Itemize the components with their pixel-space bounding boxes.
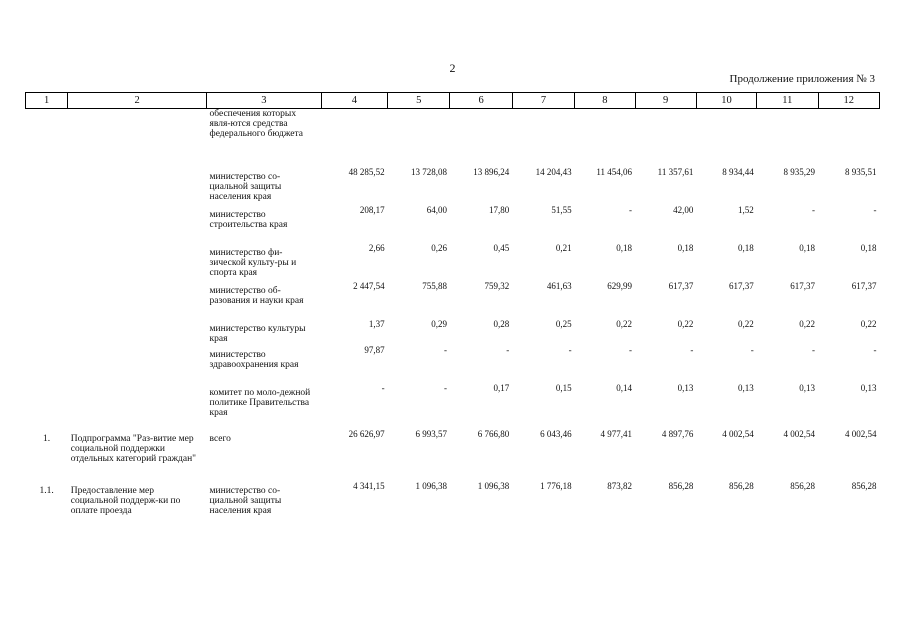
value-cell: 4 977,41 [600,428,632,439]
value-cell: 8 935,51 [845,166,877,177]
item-title [68,281,207,319]
executor-name: министерство со-циальной защиты населения края [209,171,282,202]
value-cell: 0,18 [860,242,877,253]
value-cell: 0,18 [799,242,816,253]
value-cell: 0,15 [555,382,572,393]
executor-name: министерство со-циальной защиты населения края [209,485,282,516]
value-cell [757,109,818,167]
value-cell: 1,52 [737,204,754,215]
value-cell: 51,55 [551,204,572,215]
value-cell: - [812,204,816,215]
executor-name: обеспечения которых явля-ются средства федерального бюджета [209,109,304,139]
header-cell: 7 [512,93,574,109]
value-cell: 856,28 [790,480,816,491]
value-cell: 461,63 [546,280,572,291]
page-number: 2 [449,61,456,75]
value-cell: - [812,344,816,355]
table-row [26,167,880,205]
value-cell: 856,28 [668,480,694,491]
value-cell: - [629,344,632,355]
item-number [26,109,68,167]
header-cell: 4 [321,93,387,109]
header-cell: 8 [575,93,635,109]
value-cell: 0,29 [431,318,447,329]
table-row [26,383,880,429]
value-cell: 8 934,44 [722,166,754,177]
value-cell [696,109,756,167]
item-title [68,205,207,243]
value-cell [321,109,387,167]
item-number [26,243,68,281]
value-cell: - [690,344,694,355]
value-cell: - [873,344,877,355]
value-cell: 2,66 [368,242,385,253]
value-cell: 6 993,57 [415,428,447,439]
value-cell: 4 002,54 [722,428,754,439]
header-cell: 2 [68,93,207,109]
value-cell: 755,88 [422,280,447,291]
value-cell: 0,28 [493,318,510,329]
value-cell: 0,17 [493,382,510,393]
value-cell: 1 776,18 [540,480,572,491]
value-cell: 1 096,38 [477,480,510,491]
value-cell: 208,17 [359,204,385,215]
value-cell: 17,80 [489,204,510,215]
value-cell: 13 896,24 [473,166,510,177]
table-row [26,281,880,319]
value-cell: - [381,382,385,393]
value-cell: 0,22 [860,318,877,329]
value-cell: 0,13 [677,382,694,393]
table-row [26,243,880,281]
value-cell: 0,45 [493,242,510,253]
value-cell: 617,37 [851,280,877,291]
value-cell: 11 357,61 [657,166,694,177]
continuation-label: Продолжение приложения № 3 [729,73,875,85]
value-cell [450,109,512,167]
item-number [26,383,68,429]
value-cell: 6 766,80 [477,428,510,439]
header-cell: 5 [388,93,450,109]
header-cell: 3 [207,93,322,109]
value-cell: 873,82 [607,480,632,491]
value-cell: 42,00 [673,204,694,215]
executor-name: министерство культуры края [209,323,306,344]
table-row [26,345,880,383]
value-cell: 629,99 [607,280,632,291]
value-cell: 97,87 [364,344,385,355]
item-number: 1.1. [39,485,54,496]
value-cell: - [873,204,877,215]
value-cell: 1 096,38 [415,480,447,491]
item-title [68,319,207,345]
item-title [68,167,207,205]
value-cell: 617,37 [790,280,816,291]
value-cell: 11 454,06 [596,166,632,177]
value-cell: 617,37 [728,280,754,291]
value-cell: - [629,204,632,215]
value-cell: 0,13 [799,382,816,393]
table-row [26,319,880,345]
executor-name: министерство фи-зической культу-ры и спорта края [209,247,297,278]
value-cell: 0,22 [677,318,694,329]
table-row [26,481,880,517]
value-cell: 617,37 [668,280,694,291]
header-cell: 1 [26,93,68,109]
value-cell: 0,14 [616,382,632,393]
value-cell: 4 002,54 [845,428,877,439]
item-number [26,205,68,243]
value-cell: 0,22 [799,318,816,329]
value-cell: 0,18 [677,242,694,253]
item-number [26,345,68,383]
value-cell [512,109,574,167]
executor-name: комитет по моло-дежной политике Правительства края [209,387,311,418]
value-cell: 64,00 [426,204,447,215]
item-number [26,319,68,345]
value-cell: 0,13 [737,382,754,393]
executor-name: министерство об-разования и науки края [209,285,304,306]
value-cell: - [568,344,572,355]
value-cell: 856,28 [851,480,877,491]
value-cell [818,109,879,167]
value-cell: 4 897,76 [661,428,694,439]
value-cell: 0,22 [616,318,632,329]
item-number [26,281,68,319]
budget-table [25,92,880,517]
value-cell: 14 204,43 [535,166,572,177]
executor-name: министерство строительства края [209,209,288,230]
table-row [26,109,880,167]
value-cell: 8 935,29 [783,166,816,177]
value-cell: 0,18 [616,242,632,253]
item-title [68,109,207,167]
value-cell: 0,26 [431,242,447,253]
header-row [26,93,880,109]
item-title [68,383,207,429]
value-cell: 13 728,08 [410,166,447,177]
value-cell: 0,21 [555,242,572,253]
value-cell: 0,13 [860,382,877,393]
value-cell: 0,22 [737,318,754,329]
item-title: Подпрограмма "Раз-витие мер социальной поддержки отдельных категорий граждан" [70,433,197,464]
value-cell: 2 447,54 [353,280,385,291]
header-cell: 11 [757,93,818,109]
value-cell: 4 341,15 [353,480,385,491]
value-cell: - [443,344,447,355]
header-cell: 10 [696,93,756,109]
value-cell: 759,32 [484,280,510,291]
value-cell [635,109,696,167]
value-cell: 0,25 [555,318,572,329]
item-title [68,345,207,383]
header-cell: 12 [818,93,879,109]
header-cell: 9 [635,93,696,109]
value-cell [388,109,450,167]
item-title [68,243,207,281]
value-cell: 856,28 [728,480,754,491]
value-cell: 1,37 [368,318,385,329]
value-cell: 6 043,46 [540,428,572,439]
value-cell [575,109,635,167]
value-cell: 0,18 [737,242,754,253]
value-cell: 48 285,52 [348,166,385,177]
table-row [26,429,880,481]
value-cell: 26 626,97 [348,428,385,439]
value-cell: 4 002,54 [783,428,816,439]
item-number: 1. [43,433,51,444]
executor-name: министерство здравоохранения края [209,349,299,370]
value-cell: - [443,382,447,393]
value-cell: - [750,344,754,355]
value-cell: - [506,344,510,355]
table-row [26,205,880,243]
executor-name: всего [209,433,231,444]
item-number [26,167,68,205]
item-title: Предоставление мер социальной поддерж-ки по оплате проезда [70,485,181,516]
header-cell: 6 [450,93,512,109]
